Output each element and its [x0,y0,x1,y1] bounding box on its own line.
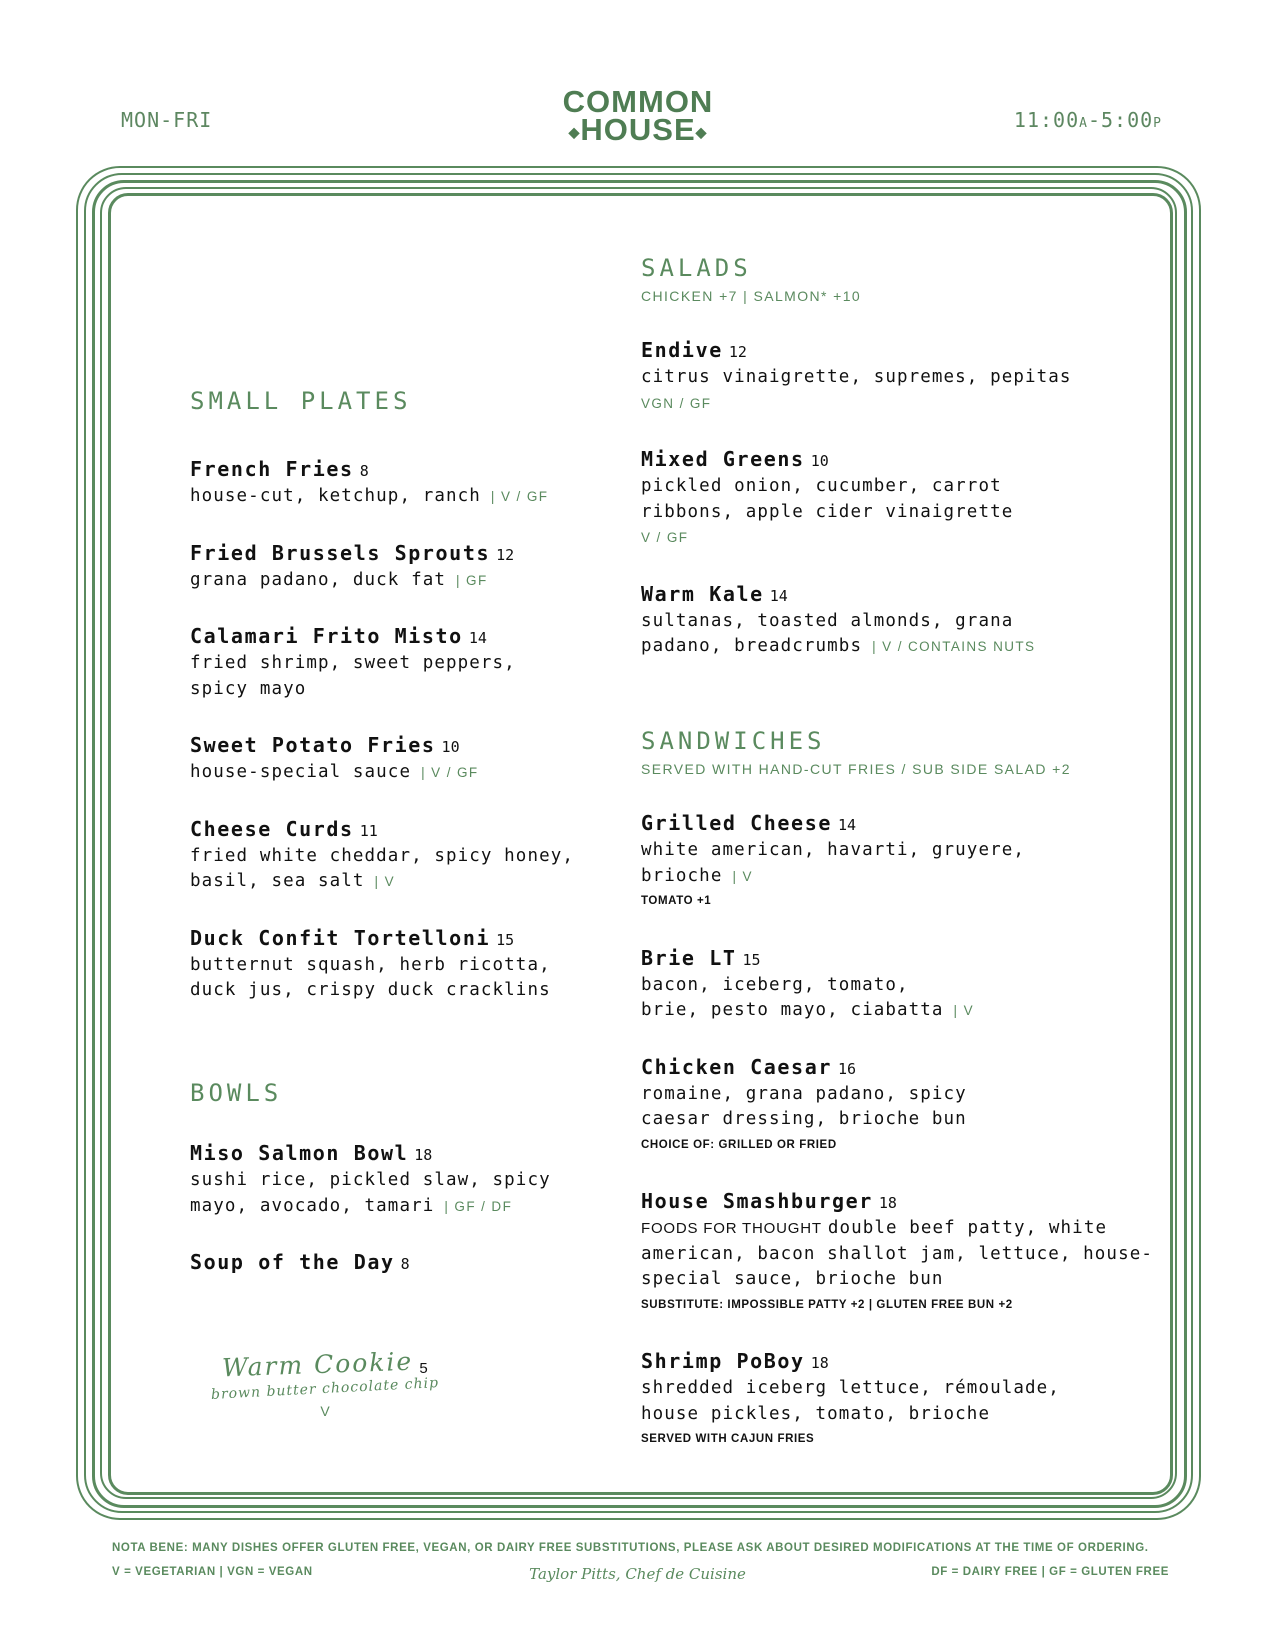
item-title [641,337,1072,365]
hours-open: 11:00 [1013,108,1080,132]
item-name: Calamari Frito Misto [190,624,463,648]
item-description [641,998,1153,1024]
description-text: duck jus, crispy duck cracklins [190,980,551,1000]
description-text: caesar dressing, brioche bun [641,1109,967,1129]
menu-item [641,1188,1153,1318]
item-description [190,953,574,979]
item-description [641,609,1072,635]
item-title [641,1348,1153,1376]
item-note: SERVED WITH CAJUN FRIES [641,1433,815,1445]
legend-left: V = VEGETARIAN | VGN = VEGAN [112,1566,313,1578]
section-title: SMALL PLATES [190,387,412,415]
item-name: Sweet Potato Fries [190,733,436,757]
item-description [190,677,574,703]
dietary-tag: V / GF [641,530,689,545]
section-title: SANDWICHES [641,727,826,755]
dietary-tag: | V / GF [490,489,549,504]
item-name: Cheese Curds [190,816,354,841]
item-description [641,1242,1153,1268]
item-description [190,651,574,677]
item-description [641,1107,1153,1133]
bowls-section [190,1078,551,1307]
dessert-desc: brown butter chocolate chip [210,1375,440,1403]
description-text: double beef patty, white [827,1218,1108,1238]
item-description [190,1194,551,1220]
diamond-icon: ◆ [695,123,708,140]
item-price: 18 [878,1194,897,1212]
item-title [190,456,574,484]
menu-item [641,1348,1153,1453]
item-description [190,760,574,786]
description-text: brie, pesto mayo, ciabatta [641,1000,944,1020]
menu-item [190,925,574,1004]
item-price: 8 [359,462,369,480]
item-title [190,1249,551,1277]
item-name: French Fries [190,457,354,481]
dietary-tag: | V / CONTAINS NUTS [872,639,1036,654]
item-name: Miso Salmon Bowl [190,1141,409,1165]
dietary-tag: VGN / GF [641,395,712,411]
dietary-tag: | V [374,874,396,889]
item-title [641,945,1153,973]
item-title [190,1140,551,1168]
item-description [190,568,574,594]
item-title [641,810,1153,838]
dessert-price: 5 [419,1360,428,1377]
description-text: fried white cheddar, spicy honey, [190,845,574,866]
sandwiches-section [641,726,1153,1483]
legend-right: DF = DAIRY FREE | GF = GLUTEN FREE [931,1566,1169,1578]
item-price: 14 [837,816,857,834]
item-name: Brie LT [641,945,737,970]
section-title: SALADS [641,254,752,282]
item-name: Grilled Cheese [641,811,832,835]
item-description [641,973,1153,999]
dessert-item [200,1346,450,1419]
hours-open-suffix: A [1079,116,1088,131]
description-text: house-cut, ketchup, ranch [190,486,481,506]
menu-item [641,337,1072,416]
item-title [190,732,574,760]
item-supplier: FOODS FOR THOUGHT [641,1220,822,1237]
description-text: sushi rice, pickled slaw, spicy [190,1170,551,1190]
item-name: Soup of the Day [190,1250,395,1274]
item-description [641,838,1153,864]
chef-signature: Taylor Pitts, Chef de Cuisine [529,1565,746,1583]
menu-item [641,446,1072,551]
item-name: Chicken Caesar [641,1054,832,1079]
description-text: romaine, grana padano, spicy [641,1083,967,1104]
item-price: 8 [400,1255,410,1273]
dessert-tag: V [320,1403,330,1419]
item-description [641,1267,1153,1293]
diamond-icon: ◆ [568,123,581,140]
menu-item [190,456,574,510]
item-description [190,844,574,870]
item-description [641,864,1153,890]
item-title [190,540,574,568]
hours-sep: - [1087,108,1101,132]
menu-item [641,945,1153,1024]
small-plates-section [190,386,574,1034]
description-text: shredded iceberg lettuce, rémoulade, [641,1378,1060,1398]
item-description [641,1402,1153,1428]
menu-item [190,623,574,702]
description-text: citrus vinaigrette, supremes, pepitas [641,367,1072,387]
item-price: 11 [359,821,378,840]
item-description [641,634,1072,660]
item-note: SUBSTITUTE: IMPOSSIBLE PATTY +2 | GLUTEN FREE BUN +2 [641,1298,1013,1311]
item-name: Duck Confit Tortelloni [190,925,491,950]
item-name: Endive [641,338,723,362]
item-name: Warm Kale [641,581,764,606]
description-text: brioche [641,865,723,886]
description-text: house pickles, tomato, brioche [641,1403,991,1424]
menu-item [641,1054,1153,1159]
item-description [641,474,1072,500]
item-title [641,1188,1153,1216]
item-note: TOMATO +1 [641,895,712,907]
item-note: CHOICE OF: GRILLED OR FRIED [641,1138,837,1151]
description-text: pickled onion, cucumber, carrot [641,476,1002,496]
item-description [190,869,574,895]
item-description [190,978,574,1004]
item-price: 14 [468,629,487,647]
item-price: 18 [810,1354,829,1372]
item-title [190,816,574,844]
item-price: 18 [414,1146,433,1164]
description-text: grana padano, duck fat [190,569,446,590]
nota-bene: NOTA BENE: MANY DISHES OFFER GLUTEN FREE, VEGAN, OR DAIRY FREE SUBSTITUTIONS, PLEASE ASK ABOUT DESIRED MODIFICATIONS AT THE TIME OF ORDERING. [112,1542,1149,1554]
dietary-tag: | GF [456,572,488,588]
menu-item [190,1249,551,1277]
days-label: MON-FRI [121,108,213,132]
dietary-tag: | V [953,1003,975,1018]
description-text: sultanas, toasted almonds, grana [641,610,1014,631]
item-title [641,1054,1153,1082]
item-name: Fried Brussels Sprouts [190,540,491,565]
description-text: spicy mayo [190,678,307,699]
item-price: 10 [441,738,460,756]
description-text: fried shrimp, sweet peppers, [190,653,516,673]
section-title: BOWLS [190,1079,283,1107]
dietary-tag: | GF / DF [444,1198,513,1214]
description-text: ribbons, apple cider vinaigrette [641,501,1014,522]
hours-close: 5:00 [1101,108,1154,132]
item-name: Mixed Greens [641,447,805,471]
section-subtitle: CHICKEN +7 | SALMON* +10 [641,288,862,304]
salads-section [641,253,1072,690]
item-description [641,1082,1153,1108]
description-text: butternut squash, herb ricotta, [190,954,551,975]
item-price: 15 [496,930,515,949]
item-price: 12 [496,545,515,564]
item-description [190,484,574,510]
menu-item [641,581,1072,660]
dessert-name: Warm Cookie [221,1346,414,1383]
dietary-tag: | V [732,868,753,884]
item-title [641,446,1072,474]
item-name: Shrimp PoBoy [641,1349,805,1373]
menu-item [190,1140,551,1219]
logo-line1: COMMON [562,84,714,119]
item-description [190,1168,551,1194]
item-description [641,500,1072,526]
menu-item [190,816,574,895]
item-title [190,623,574,651]
description-text: bacon, iceberg, tomato, [641,974,909,995]
item-price: 10 [810,452,829,470]
section-subtitle: SERVED WITH HAND-CUT FRIES / SUB SIDE SALAD +2 [641,761,1071,777]
description-text: american, bacon shallot jam, lettuce, house- [641,1243,1153,1264]
description-text: basil, sea salt [190,871,365,891]
item-price: 12 [728,343,747,361]
item-name: House Smashburger [641,1189,873,1213]
description-text: special sauce, brioche bun [641,1269,944,1289]
logo [538,84,738,147]
item-description [641,365,1072,391]
item-title [641,581,1072,609]
item-description [641,1216,1153,1242]
logo-line2: HOUSE [580,112,696,147]
description-text: padano, breadcrumbs [641,636,863,656]
item-price: 15 [742,950,761,969]
description-text: house-special sauce [190,762,412,782]
item-price: 16 [837,1059,857,1078]
dietary-tag: | V / GF [421,765,479,780]
description-text: mayo, avocado, tamari [190,1195,435,1216]
description-text: white american, havarti, gruyere, [641,840,1025,860]
hours-close-suffix: P [1153,116,1162,131]
item-price: 14 [769,586,788,605]
hours-label [1014,108,1162,132]
menu-item [641,810,1153,915]
item-title [190,925,574,953]
item-description [641,1376,1153,1402]
menu-item [190,540,574,594]
menu-item [190,732,574,786]
